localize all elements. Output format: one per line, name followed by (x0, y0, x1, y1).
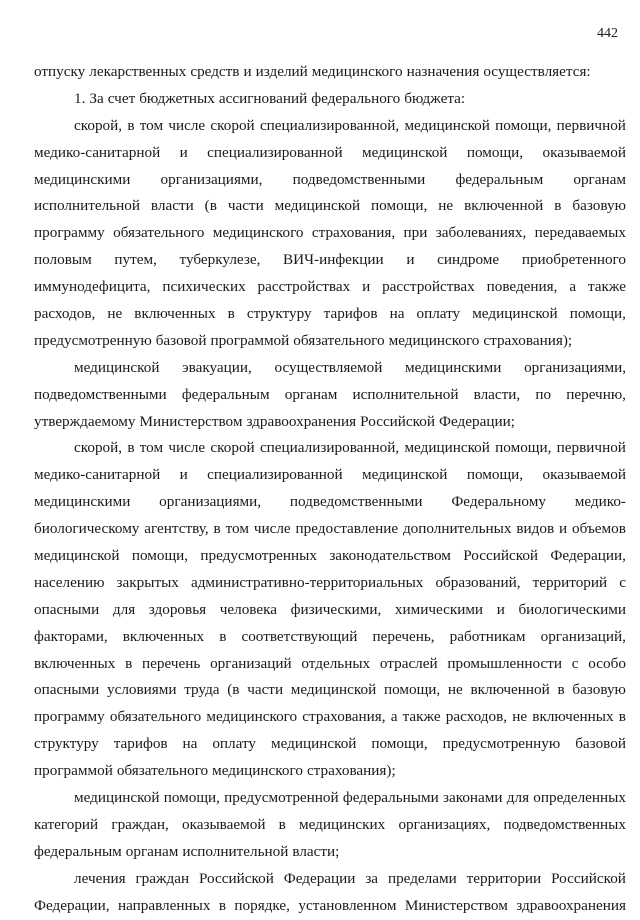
word: медицинского (311, 63, 403, 80)
word: оказываемой (182, 815, 266, 833)
word: установленном (298, 896, 397, 914)
text-line (34, 624, 626, 651)
word: физическими, (290, 600, 382, 618)
word: части (247, 681, 284, 699)
text-line (34, 651, 626, 678)
word: категорий (34, 815, 99, 833)
word: осуществляемой (274, 358, 383, 376)
word: оплату (212, 735, 257, 753)
word: обязательного (293, 331, 385, 349)
word: в (125, 654, 133, 672)
word: половым (34, 251, 92, 269)
text-line (34, 409, 626, 436)
word: закрытых (116, 573, 179, 591)
word: биологическими (518, 600, 626, 618)
word: особо (588, 654, 626, 672)
word: медицинской (290, 681, 377, 699)
word: помощи, (466, 143, 524, 161)
word: органам (125, 842, 179, 860)
word: части (227, 197, 264, 215)
word: федеральным (34, 842, 122, 860)
word: граждан, (111, 815, 169, 833)
word: числе (168, 116, 206, 134)
word: скорой, (74, 439, 123, 457)
word: федеральным (455, 170, 544, 188)
word: счет (107, 89, 136, 107)
word: отдельных (301, 654, 371, 672)
text-line (34, 893, 626, 920)
word: психических (162, 278, 246, 296)
word: страхования, (302, 708, 386, 726)
word: медицинской (404, 116, 490, 134)
text-line (34, 785, 626, 812)
text-line (34, 758, 626, 785)
word: предусмотренную (34, 331, 152, 349)
word: перечню, (566, 385, 626, 403)
word: том (139, 439, 164, 457)
word: химическими (394, 600, 484, 618)
word: медицинской (270, 735, 357, 753)
word: территории (466, 869, 542, 887)
word: исполнительной (352, 385, 459, 403)
word: медицинскими (405, 358, 502, 376)
word: лечения (74, 869, 126, 887)
text-line (34, 328, 626, 355)
word: и (243, 63, 252, 80)
word: помощи, (569, 305, 626, 323)
text-line (34, 543, 626, 570)
word: не (107, 305, 123, 323)
word: медицинской (274, 197, 361, 215)
word: объемов (572, 520, 626, 538)
word: медицинских (299, 815, 386, 833)
word: медицинской (34, 547, 120, 565)
word: включенной (464, 197, 544, 215)
text-line (34, 301, 626, 328)
word: скорой (210, 439, 255, 457)
word: изделий (255, 63, 308, 80)
word: направленных (117, 896, 211, 914)
word: и (406, 251, 415, 269)
word: предоставление (295, 520, 399, 538)
word: условиями (106, 681, 177, 699)
word: медицинскими (34, 170, 131, 188)
word: агентству, (144, 520, 209, 538)
word: том (225, 520, 249, 538)
word: по (535, 385, 552, 403)
text-line (34, 731, 626, 758)
text-line (34, 570, 626, 597)
word: для (506, 789, 530, 807)
word: первичной (556, 116, 626, 134)
text-line (34, 489, 626, 516)
word: граждан (135, 869, 190, 887)
word: федеральными (342, 789, 439, 807)
word: медико-санитарной (34, 466, 161, 484)
word: программой (34, 762, 113, 780)
word: числе (253, 520, 291, 538)
word: помощи, (495, 439, 552, 457)
word: в (618, 708, 626, 726)
text-line (34, 435, 626, 462)
word: обязательного (116, 762, 209, 780)
word: законами (442, 789, 503, 807)
word: промышленности (447, 654, 562, 672)
word: в (219, 627, 227, 645)
text-line (34, 677, 626, 704)
word: базовой (155, 331, 207, 349)
word: власти, (473, 385, 521, 403)
word: в (213, 520, 221, 538)
word: За (89, 89, 104, 107)
word: бюджетных (139, 89, 215, 107)
word: синдроме (437, 251, 500, 269)
word: предусмотренную (442, 735, 561, 753)
word: страхования); (306, 762, 396, 780)
word: Федерации (283, 869, 356, 887)
word: скорой, (74, 116, 123, 134)
word: здравоохранения (246, 412, 357, 430)
text-line (34, 247, 626, 274)
word: также (587, 278, 626, 296)
word: с (619, 573, 626, 591)
word: медицинской (404, 439, 490, 457)
word: расстройствах (382, 278, 475, 296)
word: подведомственными (292, 170, 426, 188)
word: эвакуации, (182, 358, 252, 376)
word: структуру (246, 305, 312, 323)
word: осуществляется: (483, 63, 591, 80)
word: помощи, (495, 116, 552, 134)
word: страхования, (311, 224, 396, 242)
text-line (34, 355, 626, 382)
word: также (402, 708, 441, 726)
word: медицинскими (34, 493, 131, 511)
word: и (179, 466, 188, 484)
word: утверждаемому (34, 412, 136, 430)
word: порядке, (234, 896, 290, 914)
word: расходов, (34, 305, 96, 323)
word: 1. (74, 89, 86, 107)
word: с (571, 654, 579, 672)
word: не (512, 708, 528, 726)
word: включенных (34, 654, 116, 672)
word: бюджета: (404, 89, 466, 107)
word: федерального (311, 89, 401, 107)
word: опасными (34, 600, 100, 618)
word: расходов, (445, 708, 508, 726)
word: специализированной, (259, 439, 400, 457)
word: органам (284, 385, 338, 403)
text-line (34, 140, 626, 167)
word: для (112, 600, 136, 618)
word: населению (34, 573, 105, 591)
word: организаций (210, 654, 292, 672)
word: Российской (463, 547, 539, 565)
word: в (557, 681, 565, 699)
word: Федеральному (451, 493, 546, 511)
word: оплату (416, 305, 461, 323)
word: перечень (142, 654, 201, 672)
word: медико-санитарной (34, 143, 161, 161)
word: медицинской (472, 305, 558, 323)
word: и (496, 600, 505, 618)
word: помощи, (383, 681, 441, 699)
word: базовой (575, 735, 626, 753)
word: не (438, 197, 454, 215)
word: обязательного (113, 224, 205, 242)
word: медицинского (212, 762, 303, 780)
word: базовую (572, 197, 626, 215)
word: и (362, 278, 371, 296)
word: Российской (360, 412, 436, 430)
word: законодательством (329, 547, 451, 565)
word: специализированной, (259, 116, 400, 134)
word: опасными (34, 681, 100, 699)
word: не (447, 681, 463, 699)
word: туберкулезе, (179, 251, 261, 269)
text-line (34, 193, 626, 220)
word: в (218, 896, 226, 914)
word: помощи, (131, 547, 189, 565)
word: человека (219, 600, 277, 618)
word: подведомственными (34, 385, 167, 403)
word: медицинского (212, 224, 304, 242)
word: факторами, (34, 627, 108, 645)
word: средств (190, 63, 240, 80)
word: при (403, 224, 428, 242)
word: помощи, (466, 466, 524, 484)
word: дополнительных (402, 520, 512, 538)
word: организаций, (540, 627, 626, 645)
text-line (34, 812, 626, 839)
word: административно-территориальных (190, 573, 424, 591)
word: программу (34, 708, 105, 726)
text-line (34, 516, 626, 543)
word: Министерством (404, 896, 508, 914)
word: (в (227, 681, 240, 699)
text-line (34, 59, 626, 86)
word: оказываемой (542, 466, 626, 484)
word: исполнительной (182, 842, 289, 860)
word: территорий (532, 573, 608, 591)
word: здравоохранения (516, 896, 626, 914)
word: приобретенного (521, 251, 626, 269)
word: биологическому (34, 520, 140, 538)
word: включенных (122, 627, 205, 645)
text-line (34, 382, 626, 409)
word: базовую (572, 681, 626, 699)
word: за (365, 869, 379, 887)
word: Российской (198, 869, 274, 887)
word: предусмотренных (200, 547, 317, 565)
text-line (34, 597, 626, 624)
word: программой (210, 331, 290, 349)
word: включенных (532, 708, 614, 726)
word: в (278, 815, 286, 833)
word: включенной (470, 681, 550, 699)
word: отпуску (34, 63, 86, 80)
word: специализированной (207, 143, 343, 161)
word: медицинского (206, 708, 298, 726)
word: организациями, (159, 493, 262, 511)
word: тарифов (323, 305, 378, 323)
word: путем, (114, 251, 157, 269)
word: первичной (556, 439, 626, 457)
text-line (34, 462, 626, 489)
word: в (554, 197, 562, 215)
text-line (34, 220, 626, 247)
word: Федерации; (439, 412, 515, 430)
word: Российской (551, 869, 626, 887)
word: медицинской (74, 789, 160, 807)
word: передаваемых (534, 224, 626, 242)
word: предусмотренной (224, 789, 339, 807)
word: поведения, (486, 278, 558, 296)
word: помощи, (371, 197, 428, 215)
word: на (389, 305, 405, 323)
word: числе (168, 439, 206, 457)
word: помощи, (371, 735, 428, 753)
body-text (34, 59, 626, 920)
word: видов (516, 520, 555, 538)
word: скорой (210, 116, 255, 134)
word: федеральным (181, 385, 270, 403)
word: органам (573, 170, 626, 188)
word: власти (150, 197, 194, 215)
word: и (179, 143, 188, 161)
word: и (559, 520, 568, 538)
word: лекарственных (89, 63, 187, 80)
text-line (34, 704, 626, 731)
word: ВИЧ-инфекции (283, 251, 384, 269)
text-line (34, 274, 626, 301)
word: Министерством (139, 412, 243, 430)
text-line (34, 113, 626, 140)
word: Федерации, (34, 896, 110, 914)
word: перечень, (372, 627, 435, 645)
word: заболеваниях, (435, 224, 527, 242)
text-line (34, 866, 626, 893)
word: иммунодефицита, (34, 278, 151, 296)
word: работникам (449, 627, 526, 645)
word: включенных (134, 305, 216, 323)
text-line (34, 167, 626, 194)
word: а (569, 278, 577, 296)
word: медицинской (361, 143, 448, 161)
word: том (139, 116, 164, 134)
word: в (127, 116, 135, 134)
word: (в (204, 197, 217, 215)
text-line (34, 86, 626, 113)
word: тарифов (113, 735, 168, 753)
word: расстройствах (257, 278, 351, 296)
word: структуру (34, 735, 99, 753)
word: помощи, (163, 789, 220, 807)
word: медицинского (388, 331, 480, 349)
word: обязательного (109, 708, 202, 726)
text-line (34, 839, 626, 866)
word: определенных (533, 789, 626, 807)
page-number: 442 (597, 26, 618, 41)
word: образований, (435, 573, 521, 591)
word: исполнительной (34, 197, 140, 215)
word: а (390, 708, 398, 726)
word: организациями, (160, 170, 263, 188)
word: специализированной (207, 466, 343, 484)
word: соответствующий (241, 627, 358, 645)
word: медицинской (74, 358, 160, 376)
word: на (182, 735, 198, 753)
word: назначения (406, 63, 480, 80)
word: страхования); (483, 331, 573, 349)
word: медико- (574, 493, 626, 511)
word: власти; (292, 842, 340, 860)
word: отраслей (379, 654, 438, 672)
word: организациях, (398, 815, 491, 833)
word: в (227, 305, 235, 323)
word: здоровья (148, 600, 207, 618)
word: организациями, (524, 358, 626, 376)
word: труда (184, 681, 220, 699)
word: подведомственными (289, 493, 423, 511)
word: программу (34, 224, 105, 242)
word: Федерации, (550, 547, 626, 565)
word: ассигнований (218, 89, 308, 107)
word: подведомственных (503, 815, 626, 833)
word: в (127, 439, 135, 457)
word: оказываемой (542, 143, 626, 161)
word: пределами (387, 869, 457, 887)
word: медицинской (361, 466, 448, 484)
